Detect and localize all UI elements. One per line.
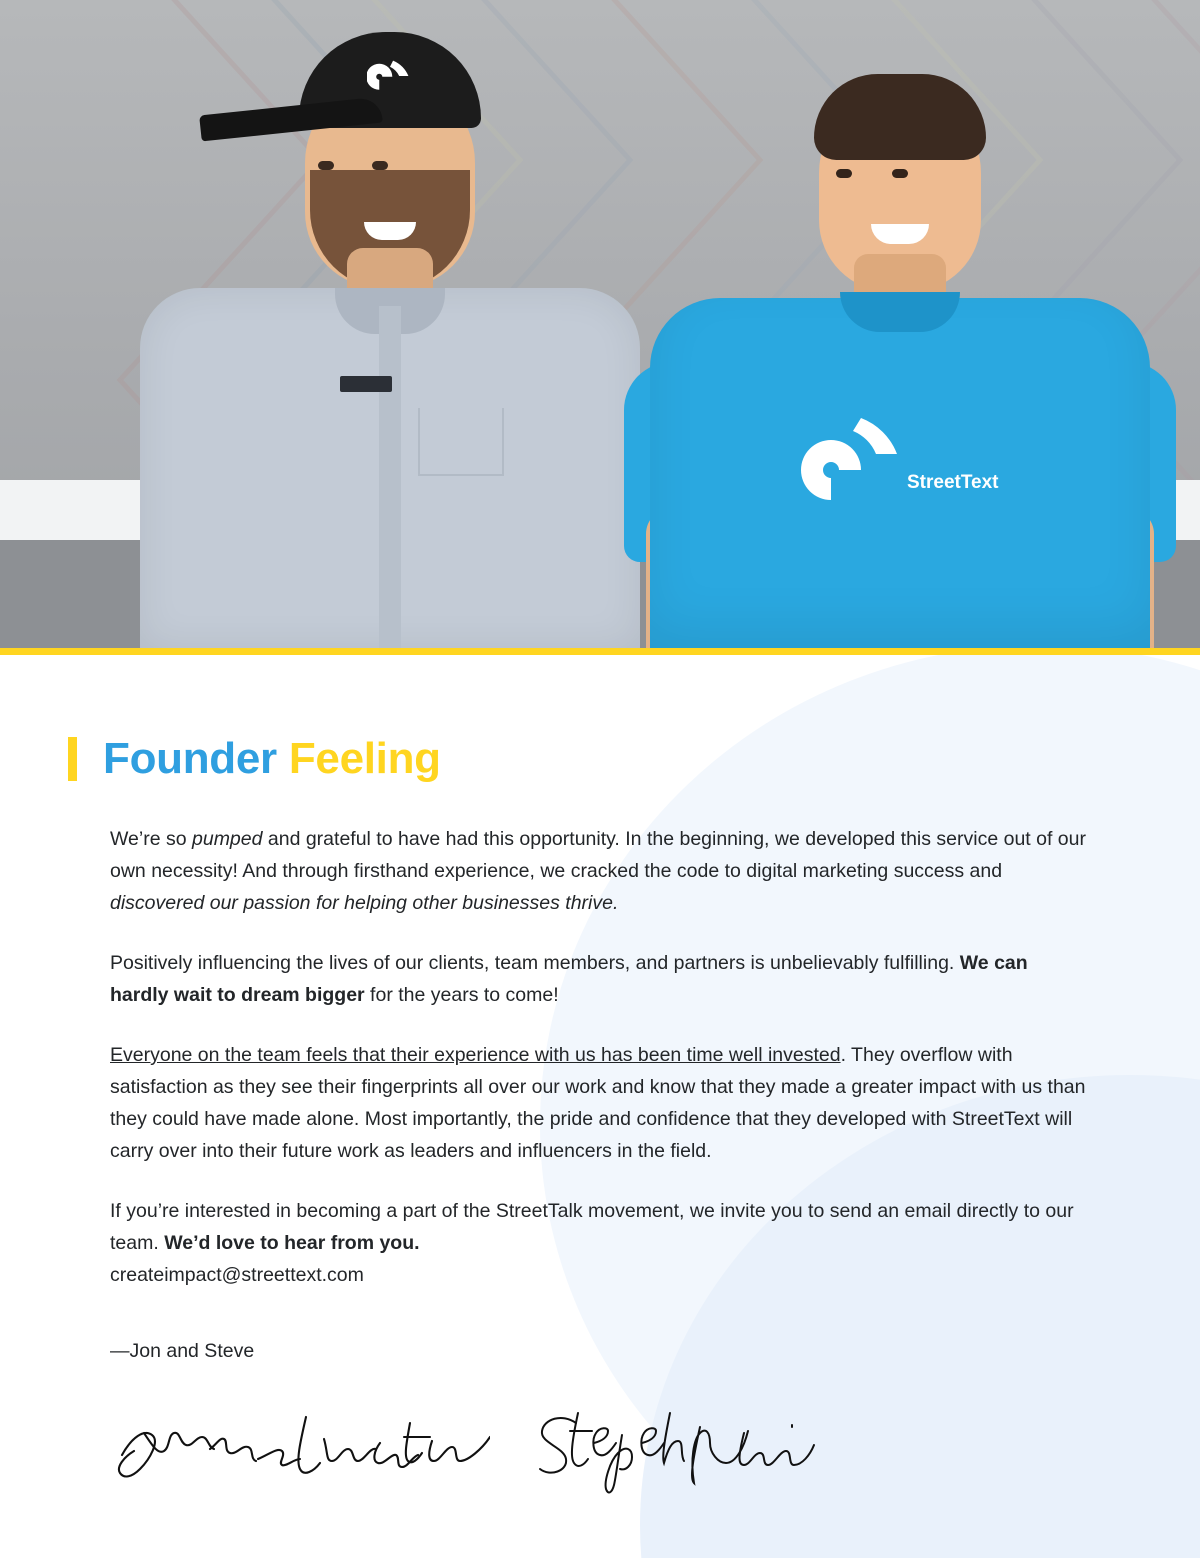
p2-seg-1: Positively influencing the lives of our clients, team members, and partners is unbelievably fulfilling. — [110, 952, 960, 974]
signoff-text: —Jon and Steve — [110, 1340, 255, 1362]
article-body — [0, 655, 1200, 1558]
p1-seg-4: discovered our passion for helping other businesses thrive. — [110, 892, 619, 914]
p4-seg-2: We’d love to hear from you. — [164, 1232, 420, 1254]
p1-seg-1: We’re so — [110, 828, 192, 850]
eye-right — [892, 169, 908, 178]
shirt-logo-text: StreetText — [907, 472, 999, 493]
eye-right — [372, 161, 388, 170]
page-title — [68, 655, 1090, 781]
founder-photo-jonathan — [140, 28, 640, 648]
eye-left — [836, 169, 852, 178]
shirt-pocket — [418, 408, 504, 476]
p4-seg-1: If you’re interested in becoming a part of the StreetTalk movement, we invite you to send an email directly to our team. — [110, 1200, 1074, 1254]
contact-email[interactable]: createimpact@streettext.com — [110, 1264, 364, 1286]
title-accent-bar — [68, 737, 77, 781]
paragraph-3 — [110, 1039, 1090, 1167]
streettext-cap-logo-icon — [367, 56, 413, 96]
shirt-brand-tag — [340, 376, 392, 392]
hero-photo — [0, 0, 1200, 655]
page-title-word-1: Founder — [103, 734, 277, 783]
shirt-placket — [379, 306, 401, 648]
p1-seg-3: and grateful to have had this opportunity. In the beginning, we developed this service out of our own necessity! And through firsthand experience, we cracked the code to digital marketing success and — [110, 828, 1086, 882]
p3-seg-1: Everyone on the team feels that their experience with us has been time well invested — [110, 1044, 841, 1066]
p3-seg-2: . They overflow with satisfaction as they see their fingerprints all over our work and know that they made a greater impact with us than they could have made alone. Most importantly, the pride and confidence that they developed with StreetText will carry over into their future work as leaders and influencers in the field. — [110, 1044, 1086, 1162]
founder-photo-stephen — [640, 18, 1160, 648]
p2-seg-3: for the years to come! — [364, 984, 559, 1006]
p1-seg-2: pumped — [192, 828, 263, 850]
signature-stephen-icon — [530, 1399, 820, 1499]
streettext-shirt-logo-icon — [795, 408, 1005, 518]
paragraph-1 — [110, 823, 1090, 919]
p2-seg-2: We can hardly wait to dream bigger — [110, 952, 1028, 1006]
yellow-divider-bar — [0, 648, 1200, 655]
paragraph-4 — [110, 1195, 1090, 1291]
signature-block — [110, 1397, 1090, 1507]
paragraph-2 — [110, 947, 1090, 1011]
hair — [814, 74, 986, 160]
tshirt-collar — [840, 292, 960, 332]
button-down-shirt — [140, 288, 640, 648]
page-title-word-2: Feeling — [288, 734, 441, 783]
signature-stephen-whiting — [530, 1399, 820, 1499]
signature-jonathan-icon — [110, 1397, 490, 1497]
eye-left — [318, 161, 334, 170]
signature-jonathan-whiting — [110, 1397, 490, 1497]
